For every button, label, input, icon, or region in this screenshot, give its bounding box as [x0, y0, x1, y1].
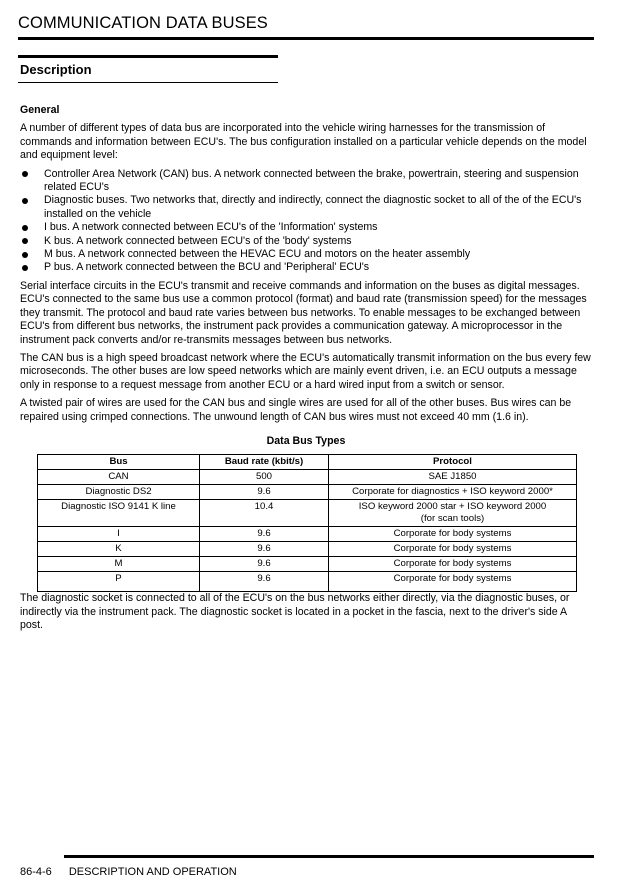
table-row [38, 557, 577, 572]
wiring-paragraph: A twisted pair of wires are used for the CAN bus and single wires are used for all of the other buses. Bus wires can be repaired using crimped connections. The unwound length of CAN bus wires must not exceed 40 mm (1.6 in). [20, 397, 572, 423]
closing-paragraph: The diagnostic socket is connected to all of the ECU's on the bus networks either directly, via the diagnostic buses, or indirectly via the instrument pack. The diagnostic socket is located in a pocket in the fascia, next to the driver's side A post. [20, 592, 570, 632]
cell-baud-rate: 9.6 [200, 572, 329, 592]
footer-section-title: DESCRIPTION AND OPERATION [68, 866, 237, 878]
list-item: K bus. A network connected between ECU's of the 'body' systems [20, 235, 592, 248]
cell-bus: K [38, 542, 200, 557]
table-header-row [38, 455, 577, 470]
section-heading: Description [20, 62, 92, 77]
cell-bus: I [38, 527, 200, 542]
cell-baud-rate: 9.6 [200, 542, 329, 557]
list-item: Diagnostic buses. Two networks that, directly and indirectly, connect the diagnostic socket to all of the of the ECU's installed on the vehicle [20, 194, 592, 221]
cell-protocol: Corporate for body systems [329, 542, 577, 557]
cell-bus: Diagnostic ISO 9141 K line [38, 500, 200, 527]
column-header-protocol: Protocol [329, 455, 577, 470]
column-header-bus: Bus [38, 455, 200, 470]
section-rule-top [18, 55, 278, 58]
table-title: Data Bus Types [266, 434, 346, 447]
cell-protocol: Corporate for body systems [329, 557, 577, 572]
cell-baud-rate: 9.6 [200, 527, 329, 542]
can-bus-paragraph: The CAN bus is a high speed broadcast network where the ECU's automatically transmit information on the bus every few microseconds. The other buses are low speed networks which are mainly event driven, i.e. an ECU outputs a message only in response to a request message from another ECU or a hard wired input from a switch or sensor. [20, 351, 591, 391]
list-item: M bus. A network connected between the HEVAC ECU and motors on the heater assembly [20, 248, 592, 261]
table-row [38, 527, 577, 542]
list-item: I bus. A network connected between ECU's of the 'Information' systems [20, 221, 592, 234]
table-row [38, 470, 577, 485]
section-rule-bottom [18, 82, 278, 83]
cell-bus: CAN [38, 470, 200, 485]
general-heading: General [20, 104, 60, 116]
serial-interface-paragraph: Serial interface circuits in the ECU's transmit and receive commands and information on the buses as digital messages. ECU's connected to the same bus use a common protocol (format) and baud rate (transmission speed) for the messages they transmit. The protocol and baud rate varies between bus networks. To enable messages to be exchanged between ECU's from different bus networks, the instrument pack provides a communication gateway. A microprocessor in the instrument pack converts and/or re-transmits messages between bus networks. [20, 279, 587, 346]
cell-protocol: Corporate for body systems [329, 572, 577, 592]
cell-protocol: Corporate for body systems [329, 527, 577, 542]
cell-protocol: Corporate for diagnostics + ISO keyword 2000* [329, 485, 577, 500]
cell-bus: M [38, 557, 200, 572]
table-row [38, 485, 577, 500]
table-row [38, 542, 577, 557]
cell-baud-rate: 10.4 [200, 500, 329, 527]
page-number: 86-4-6 [20, 866, 52, 878]
page-footer [20, 866, 237, 878]
cell-baud-rate: 9.6 [200, 485, 329, 500]
cell-bus: P [38, 572, 200, 592]
list-item: Controller Area Network (CAN) bus. A network connected between the brake, powertrain, steering and suspension related ECU's [20, 168, 592, 195]
cell-baud-rate: 9.6 [200, 557, 329, 572]
list-item: P bus. A network connected between the BCU and 'Peripheral' ECU's [20, 261, 592, 274]
cell-protocol: ISO keyword 2000 star + ISO keyword 2000 (for scan tools) [329, 500, 577, 527]
table-row [38, 500, 577, 527]
cell-baud-rate: 500 [200, 470, 329, 485]
column-header-baud-rate: Baud rate (kbit/s) [200, 455, 329, 470]
cell-bus: Diagnostic DS2 [38, 485, 200, 500]
header-rule [18, 37, 594, 40]
cell-protocol: SAE J1850 [329, 470, 577, 485]
page-header-title: COMMUNICATION DATA BUSES [18, 14, 268, 32]
intro-paragraph: A number of different types of data bus are incorporated into the vehicle wiring harnesses for the transmission of commands and information between ECU's. The bus configuration installed on a particular vehicle depends on the model and equipment level: [20, 122, 587, 162]
document-body [20, 104, 592, 638]
bus-bullet-list [20, 168, 592, 275]
data-bus-types-table [37, 454, 577, 592]
table-row [38, 572, 577, 592]
footer-rule [64, 855, 594, 858]
